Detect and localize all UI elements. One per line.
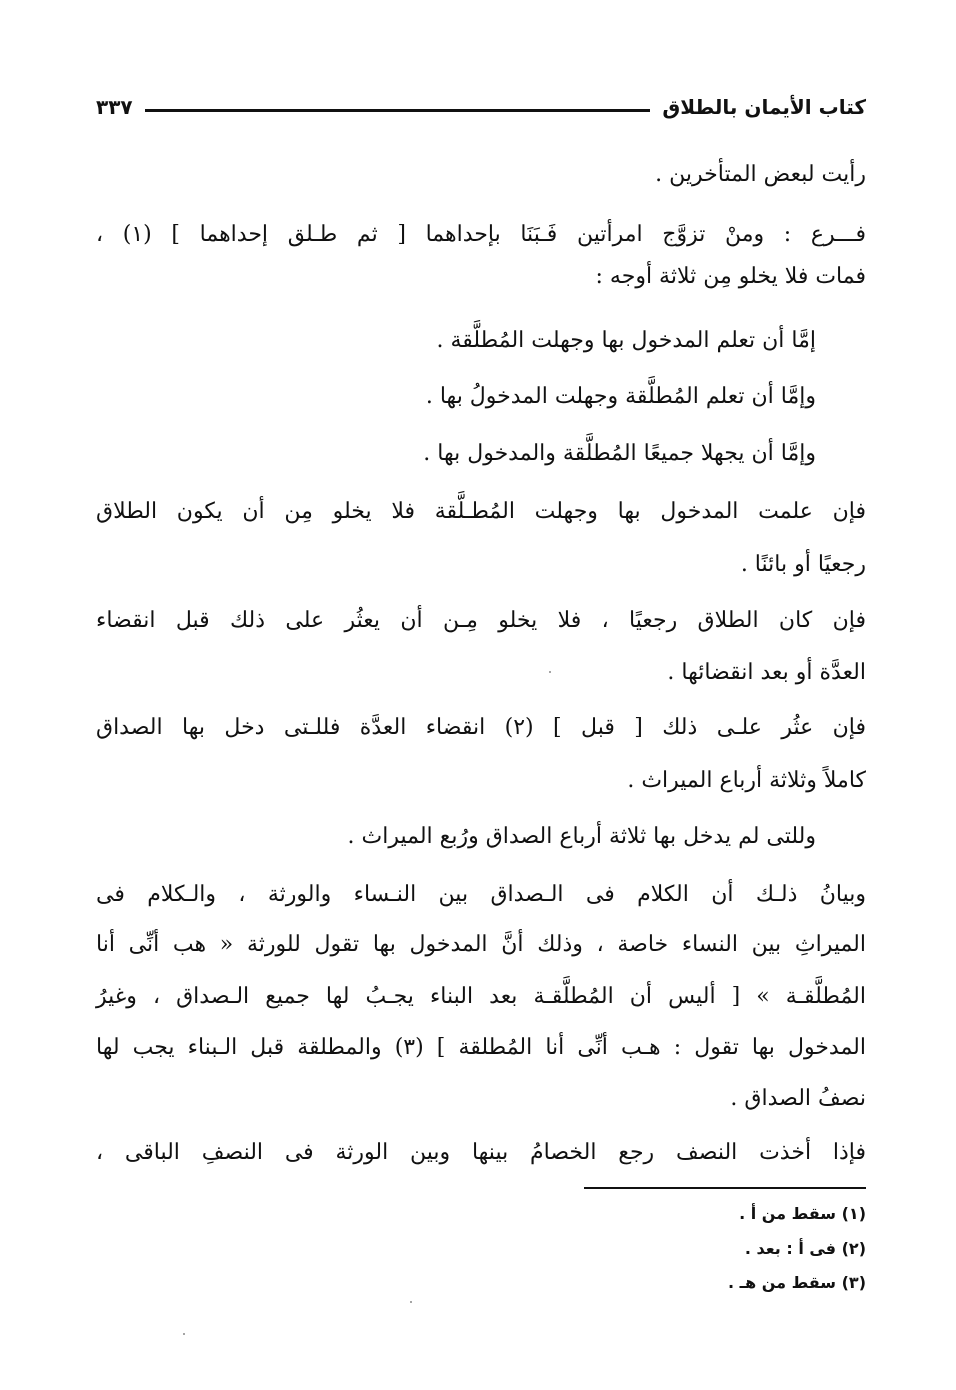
text-line-7: فإن علمت المدخول بها وجهلت المُطـلَّقة فلا يخلو مِن أن يكون الطلاق — [96, 499, 866, 524]
scan-speck — [410, 1301, 412, 1303]
header-rule — [145, 109, 651, 112]
text-line-11: فإن عثُر علـى ذلك [ قبل ] (٢) انقضاء العدَّة فللـتى دخل بها الصداق — [96, 715, 867, 740]
footnote-3: (٣) سقط من هـ . — [728, 1273, 866, 1292]
footnote-2: (٢) فى أ : بعد . — [744, 1239, 866, 1258]
scan-speck — [549, 671, 551, 673]
text-line-5: وإمَّا أن تعلم المُطلَّقة وجهلت المدخولُ بها . — [425, 384, 816, 409]
text-line-1: رأيت لبعض المتأخرين . — [655, 162, 866, 187]
book-title: كتاب الأيمان بالطلاق — [662, 95, 866, 119]
text-line-16: المُطلَّقـة » [ أليس أن المُطلَّقـة بعد البناء يجـبُ لها جميع الـصداق ، وغيرُ — [96, 984, 866, 1009]
text-line-2: فـــرع : ومنْ تزوَّج امرأتين فَـبَنَا بإحداهما [ ثم طـلق إحداهما ] (١) ، — [96, 222, 866, 247]
text-line-10: العدَّة أو بعد انقضائها . — [667, 660, 866, 685]
text-line-15: الميراثِ بين النساء خاصة ، وذلك أنَّ المدخول بها تقول للورثة « هب أنِّى أنا — [96, 932, 866, 957]
text-line-17: المدخول بها تقول : هـب أنِّى أنا المُطلقة ] (٣) والمطلقة قبل الـبناء يجب لها — [96, 1035, 866, 1060]
scan-speck — [183, 1333, 185, 1335]
text-line-9: فإن كان الطلاق رجعيًا ، فلا يخلو مِـن أن يعثُر على ذلك قبل انقضاء — [96, 608, 866, 633]
footnote-rule — [584, 1187, 866, 1189]
footnote-1: (١) سقط من أ . — [739, 1204, 866, 1223]
text-line-12: كاملاً وثلاثة أرباع الميراث . — [627, 768, 866, 793]
running-header — [96, 90, 866, 124]
page-number: ٣٣٧ — [96, 95, 133, 119]
text-line-14: وبيانُ ذلـك أن الكلام فى الـصداق بين النـساء والورثة ، والـكلام فى — [96, 882, 866, 907]
text-line-13: وللتى لم يدخل بها ثلاثة أرباع الصداق ورُبع الميراث . — [347, 824, 816, 849]
text-line-3: فمات فلا يخلو مِن ثلاثة أوجه : — [595, 264, 866, 289]
text-line-19: فإذا أخذت النصف رجع الخصامُ بينها وبين الورثة فى النصفِ الباقى ، — [96, 1140, 866, 1165]
text-line-4: إمَّا أن تعلم المدخول بها وجهلت المُطلَّقة . — [436, 328, 816, 353]
text-line-18: نصفُ الصداق . — [730, 1086, 866, 1111]
text-line-8: رجعيًا أو بائنًا . — [740, 552, 866, 577]
text-line-6: وإمَّا أن يجهلا جميعًا المُطلَّقة والمدخول بها . — [423, 441, 816, 466]
